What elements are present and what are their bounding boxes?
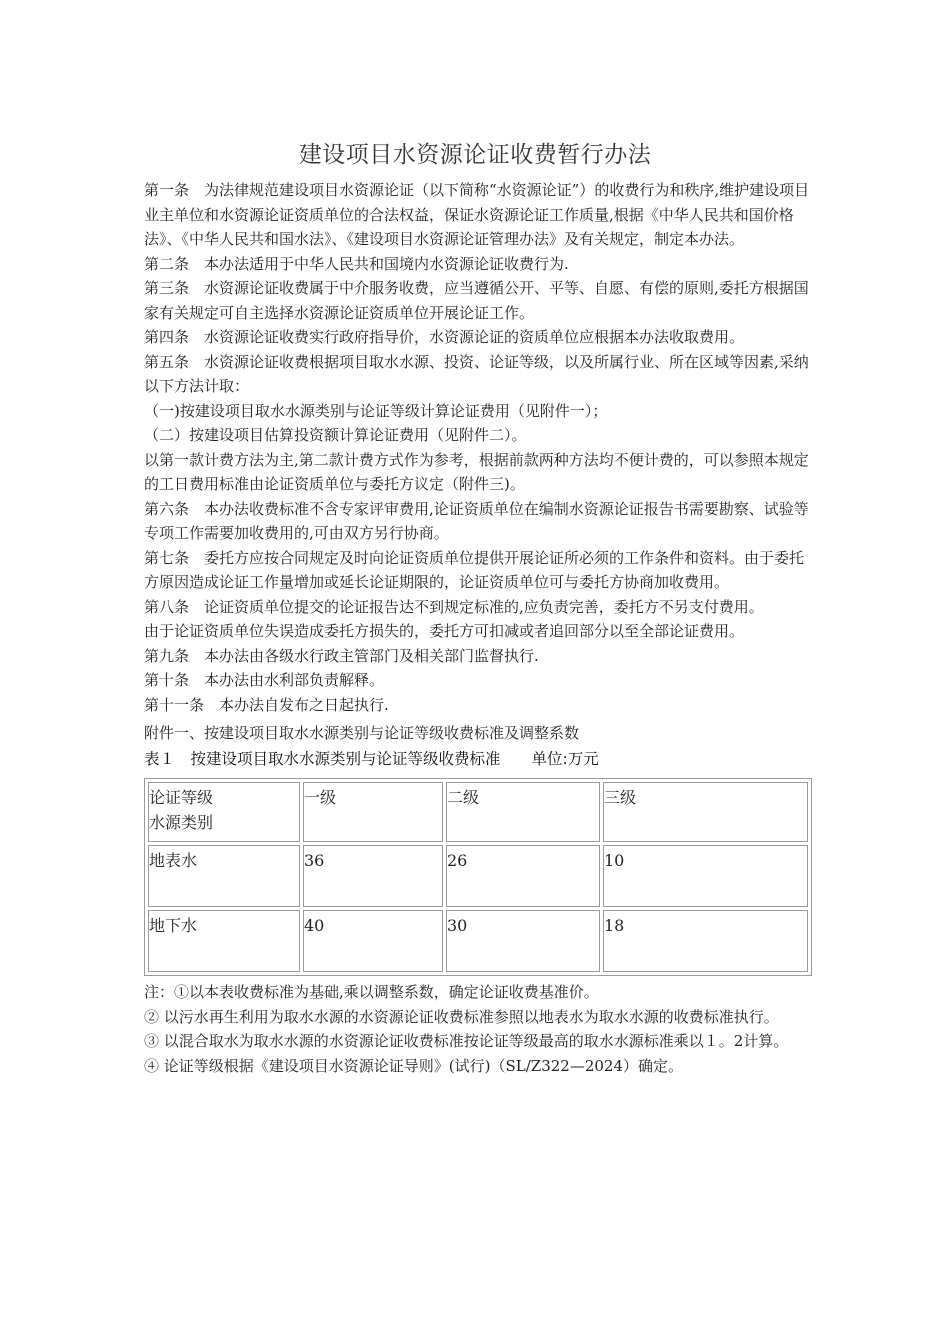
article-5: 第五条 水资源论证收费根据项目取水水源、投资、论证等级，以及所属行业、所在区域等因素,采纳以下方法计取： — [144, 352, 809, 395]
article-3: 第三条 水资源论证收费属于中介服务收费，应当遵循公开、平等、自愿、有偿的原则,委托方根据国家有关规定可自主选择水资源论证资质单位开展论证工作。 — [144, 279, 809, 322]
note-4: ④ 论证等级根据《建设项目水资源论证导则》(试行)（SL/Z322—2024）确定。 — [144, 1056, 683, 1075]
table-row — [148, 845, 808, 907]
level-header: 二级 — [446, 782, 600, 842]
fee-cell: 26 — [446, 845, 600, 907]
article-1: 第一条 为法律规范建设项目水资源论证（以下简称“水资源论证”）的收费行为和秩序,维护建设项目业主单位和水资源论证资质单位的合法权益，保证水资源论证工作质量,根据《中华人民共和国价格法》、《中华人民共和国水法》、《建设项目水资源论证管理办法》及有关规定，制定本办法。 — [144, 181, 810, 248]
article-5-note: 以第一款计费方法为主,第二款计费方式作为参考，根据前款两种方法均不便计费的，可以参照本规定的工日费用标准由论证资质单位与委托方议定（附件三)。 — [144, 450, 809, 493]
note-1: 注：①以本表收费标准为基础,乘以调整系数，确定论证收费基准价。 — [144, 983, 599, 1001]
article-2: 第二条 本办法适用于中华人民共和国境内水资源论证收费行为. — [144, 254, 569, 273]
article-8: 第八条 论证资质单位提交的论证报告达不到规定标准的,应负责完善，委托方不另支付费用。 — [144, 597, 764, 616]
fee-cell: 10 — [603, 845, 808, 907]
note-2: ② 以污水再生利用为取水水源的水资源论证收费标准参照以地表水为取水水源的收费标准执行。 — [144, 1007, 779, 1026]
note-3: ③ 以混合取水为取水水源的水资源论证收费标准按论证等级最高的取水水源标准乘以１。2计算。 — [144, 1032, 789, 1050]
article-11: 第十一条 本办法自发布之日起执行. — [144, 695, 389, 714]
fee-table — [144, 778, 812, 976]
header-level-label: 论证等级 — [149, 788, 214, 807]
article-9: 第九条 本办法由各级水行政主管部门及相关部门监督执行. — [144, 646, 539, 665]
article-10: 第十条 本办法由水利部负责解释。 — [144, 671, 385, 689]
article-7: 第七条 委托方应按合同规定及时向论证资质单位提供开展论证所必须的工作条件和资料。由于委托方原因造成论证工作量增加或延长论证期限的，论证资质单位可与委托方协商加收费用。 — [144, 548, 805, 591]
annex-title: 附件一、按建设项目取水水源类别与论证等级收费标准及调整系数 — [144, 724, 580, 742]
document-title: 建设项目水资源论证收费暂行办法 — [298, 142, 652, 168]
fee-cell: 36 — [303, 845, 443, 907]
table-notes — [144, 980, 812, 1078]
fee-cell: 40 — [303, 910, 443, 972]
level-header: 三级 — [603, 782, 808, 842]
source-cell: 地下水 — [148, 910, 300, 972]
article-5-item-2: （二）按建设项目估算投资额计算论证费用（见附件二）。 — [144, 426, 527, 444]
article-4: 第四条 水资源论证收费实行政府指导价，水资源论证的资质单位应根据本办法收取费用。 — [144, 328, 745, 346]
document-body — [144, 178, 812, 1078]
source-cell: 地表水 — [148, 845, 300, 907]
table-header-row — [148, 782, 808, 842]
fee-cell: 18 — [603, 910, 808, 972]
level-header: 一级 — [303, 782, 443, 842]
article-6: 第六条 本办法收费标准不含专家评审费用,论证资质单位在编制水资源论证报告书需要勘察、试验等专项工作需要加收费用的,可由双方另行协商。 — [144, 499, 809, 542]
article-8-extra: 由于论证资质单位失误造成委托方损失的，委托方可扣减或者追回部分以至全部论证费用。 — [144, 622, 745, 640]
table-caption: 表１ 按建设项目取水水源类别与论证等级收费标准 单位:万元 — [144, 749, 599, 768]
header-source-label: 水源类别 — [149, 813, 214, 832]
table-row — [148, 910, 808, 972]
fee-cell: 30 — [446, 910, 600, 972]
article-5-item-1: （一)按建设项目取水水源类别与论证等级计算论证费用（见附件一）； — [144, 401, 608, 420]
table-header-corner — [148, 782, 300, 842]
